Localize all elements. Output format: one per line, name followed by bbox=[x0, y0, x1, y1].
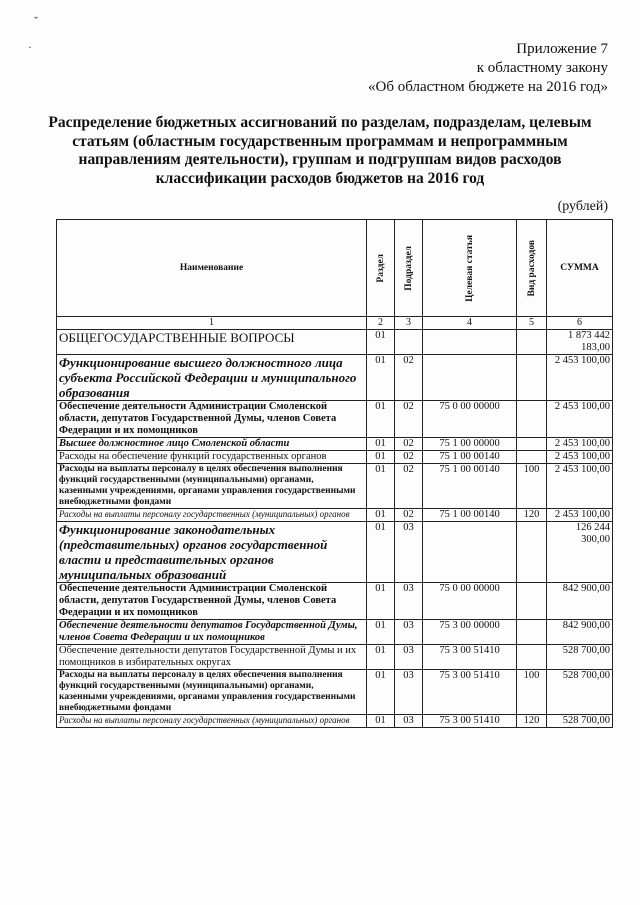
row-type bbox=[517, 330, 547, 355]
row-subsection: 03 bbox=[395, 522, 423, 583]
row-name: Обеспечение деятельности Администрации Смоленской области, депутатов Государственной Думы, членов Совета Федерации и их помощников bbox=[57, 401, 367, 438]
row-section: 01 bbox=[367, 438, 395, 451]
row-type: 100 bbox=[517, 464, 547, 509]
row-target: 75 3 00 00000 bbox=[423, 620, 517, 645]
row-subsection: 02 bbox=[395, 509, 423, 522]
row-name: Расходы на обеспечение функций государственных органов bbox=[57, 451, 367, 464]
row-type bbox=[517, 438, 547, 451]
scan-mark: ˇ bbox=[34, 14, 38, 28]
row-subsection: 03 bbox=[395, 645, 423, 670]
row-target: 75 3 00 51410 bbox=[423, 670, 517, 715]
table-row bbox=[57, 330, 613, 355]
column-number: 6 bbox=[547, 317, 613, 330]
row-section: 01 bbox=[367, 330, 395, 355]
row-section: 01 bbox=[367, 355, 395, 401]
row-section: 01 bbox=[367, 522, 395, 583]
table-row bbox=[57, 645, 613, 670]
document-title: Распределение бюджетных ассигнований по разделам, подразделам, целевым статьям (областным государственным программам и непрограммным направлениям деятельности), группам и подгруппам видов расходов классификации расходов бюджетов на 2016 год bbox=[48, 114, 592, 187]
row-section: 01 bbox=[367, 620, 395, 645]
row-name: Высшее должностное лицо Смоленской области bbox=[57, 438, 367, 451]
row-name: Обеспечение деятельности депутатов Государственной Думы и их помощников в избирательных округах bbox=[57, 645, 367, 670]
header-expense-type: Вид расходов bbox=[517, 220, 547, 317]
row-target: 75 3 00 51410 bbox=[423, 645, 517, 670]
row-sum: 1 873 442 183,00 bbox=[547, 330, 613, 355]
row-subsection: 02 bbox=[395, 401, 423, 438]
row-type: 120 bbox=[517, 715, 547, 728]
row-target bbox=[423, 522, 517, 583]
row-sum: 842 900,00 bbox=[547, 583, 613, 620]
row-subsection bbox=[395, 330, 423, 355]
row-type bbox=[517, 522, 547, 583]
table-row bbox=[57, 451, 613, 464]
column-number: 5 bbox=[517, 317, 547, 330]
table-row bbox=[57, 583, 613, 620]
column-number: 1 bbox=[57, 317, 367, 330]
row-type bbox=[517, 451, 547, 464]
row-target: 75 1 00 00140 bbox=[423, 464, 517, 509]
row-subsection: 03 bbox=[395, 670, 423, 715]
table-row bbox=[57, 670, 613, 715]
header-target: Целевая статья bbox=[423, 220, 517, 317]
header-subsection: Подраздел bbox=[395, 220, 423, 317]
row-name: Расходы на выплаты персоналу в целях обеспечения выполнения функций государственными (муниципальными) органами, казенными учреждениями, органами управления государственными внебюджетными фондами bbox=[57, 464, 367, 509]
row-sum: 528 700,00 bbox=[547, 645, 613, 670]
row-target: 75 1 00 00140 bbox=[423, 451, 517, 464]
row-section: 01 bbox=[367, 464, 395, 509]
header-sum: СУММА bbox=[547, 220, 613, 317]
row-target: 75 1 00 00000 bbox=[423, 438, 517, 451]
row-sum: 2 453 100,00 bbox=[547, 451, 613, 464]
table-row bbox=[57, 464, 613, 509]
table-row bbox=[57, 355, 613, 401]
column-number: 3 bbox=[395, 317, 423, 330]
row-sum: 2 453 100,00 bbox=[547, 509, 613, 522]
row-subsection: 02 bbox=[395, 438, 423, 451]
appendix-line-3: «Об областном бюджете на 2016 год» bbox=[368, 79, 608, 95]
column-number: 4 bbox=[423, 317, 517, 330]
row-type bbox=[517, 620, 547, 645]
budget-table bbox=[56, 219, 613, 728]
header-name: Наименование bbox=[57, 220, 367, 317]
row-name: Обеспечение деятельности депутатов Государственной Думы, членов Совета Федерации и их помощников bbox=[57, 620, 367, 645]
row-target: 75 1 00 00140 bbox=[423, 509, 517, 522]
table-row bbox=[57, 438, 613, 451]
row-section: 01 bbox=[367, 645, 395, 670]
row-section: 01 bbox=[367, 583, 395, 620]
table-row bbox=[57, 401, 613, 438]
row-type bbox=[517, 583, 547, 620]
row-target: 75 3 00 51410 bbox=[423, 715, 517, 728]
scan-mark: · bbox=[28, 40, 32, 54]
row-type bbox=[517, 355, 547, 401]
row-subsection: 03 bbox=[395, 620, 423, 645]
row-type bbox=[517, 645, 547, 670]
column-number: 2 bbox=[367, 317, 395, 330]
table-row bbox=[57, 620, 613, 645]
table-row bbox=[57, 509, 613, 522]
row-sum: 126 244 300,00 bbox=[547, 522, 613, 583]
row-sum: 2 453 100,00 bbox=[547, 401, 613, 438]
row-target bbox=[423, 330, 517, 355]
row-target: 75 0 00 00000 bbox=[423, 401, 517, 438]
row-type: 100 bbox=[517, 670, 547, 715]
row-name: Обеспечение деятельности Администрации Смоленской области, депутатов Государственной Думы, членов Совета Федерации и их помощников bbox=[57, 583, 367, 620]
row-name: ОБЩЕГОСУДАРСТВЕННЫЕ ВОПРОСЫ bbox=[57, 330, 367, 355]
row-section: 01 bbox=[367, 509, 395, 522]
row-sum: 842 900,00 bbox=[547, 620, 613, 645]
header-row bbox=[57, 220, 613, 317]
column-numbers-row bbox=[57, 317, 613, 330]
table-row bbox=[57, 522, 613, 583]
row-name: Функционирование высшего должностного лица субъекта Российской Федерации и муниципального образования bbox=[57, 355, 367, 401]
row-section: 01 bbox=[367, 670, 395, 715]
row-section: 01 bbox=[367, 715, 395, 728]
row-type: 120 bbox=[517, 509, 547, 522]
row-name: Расходы на выплаты персоналу в целях обеспечения выполнения функций государственными (муниципальными) органами, казенными учреждениями, органами управления государственными внебюджетными фондами bbox=[57, 670, 367, 715]
row-section: 01 bbox=[367, 451, 395, 464]
row-sum: 528 700,00 bbox=[547, 670, 613, 715]
appendix-note bbox=[368, 40, 608, 97]
row-target bbox=[423, 355, 517, 401]
row-sum: 2 453 100,00 bbox=[547, 438, 613, 451]
row-type bbox=[517, 401, 547, 438]
row-sum: 2 453 100,00 bbox=[547, 464, 613, 509]
row-subsection: 03 bbox=[395, 715, 423, 728]
row-name: Расходы на выплаты персоналу государственных (муниципальных) органов bbox=[57, 509, 367, 522]
row-subsection: 03 bbox=[395, 583, 423, 620]
appendix-line-2: к областному закону bbox=[476, 60, 608, 76]
table-row bbox=[57, 715, 613, 728]
row-section: 01 bbox=[367, 401, 395, 438]
row-name: Функционирование законодательных (представительных) органов государственной власти и представительных органов муниципальных образований bbox=[57, 522, 367, 583]
header-section: Раздел bbox=[367, 220, 395, 317]
row-subsection: 02 bbox=[395, 355, 423, 401]
units-label: (рублей) bbox=[557, 199, 608, 214]
row-sum: 528 700,00 bbox=[547, 715, 613, 728]
row-target: 75 0 00 00000 bbox=[423, 583, 517, 620]
row-sum: 2 453 100,00 bbox=[547, 355, 613, 401]
row-subsection: 02 bbox=[395, 464, 423, 509]
row-subsection: 02 bbox=[395, 451, 423, 464]
appendix-line-1: Приложение 7 bbox=[516, 41, 608, 57]
row-name: Расходы на выплаты персоналу государственных (муниципальных) органов bbox=[57, 715, 367, 728]
